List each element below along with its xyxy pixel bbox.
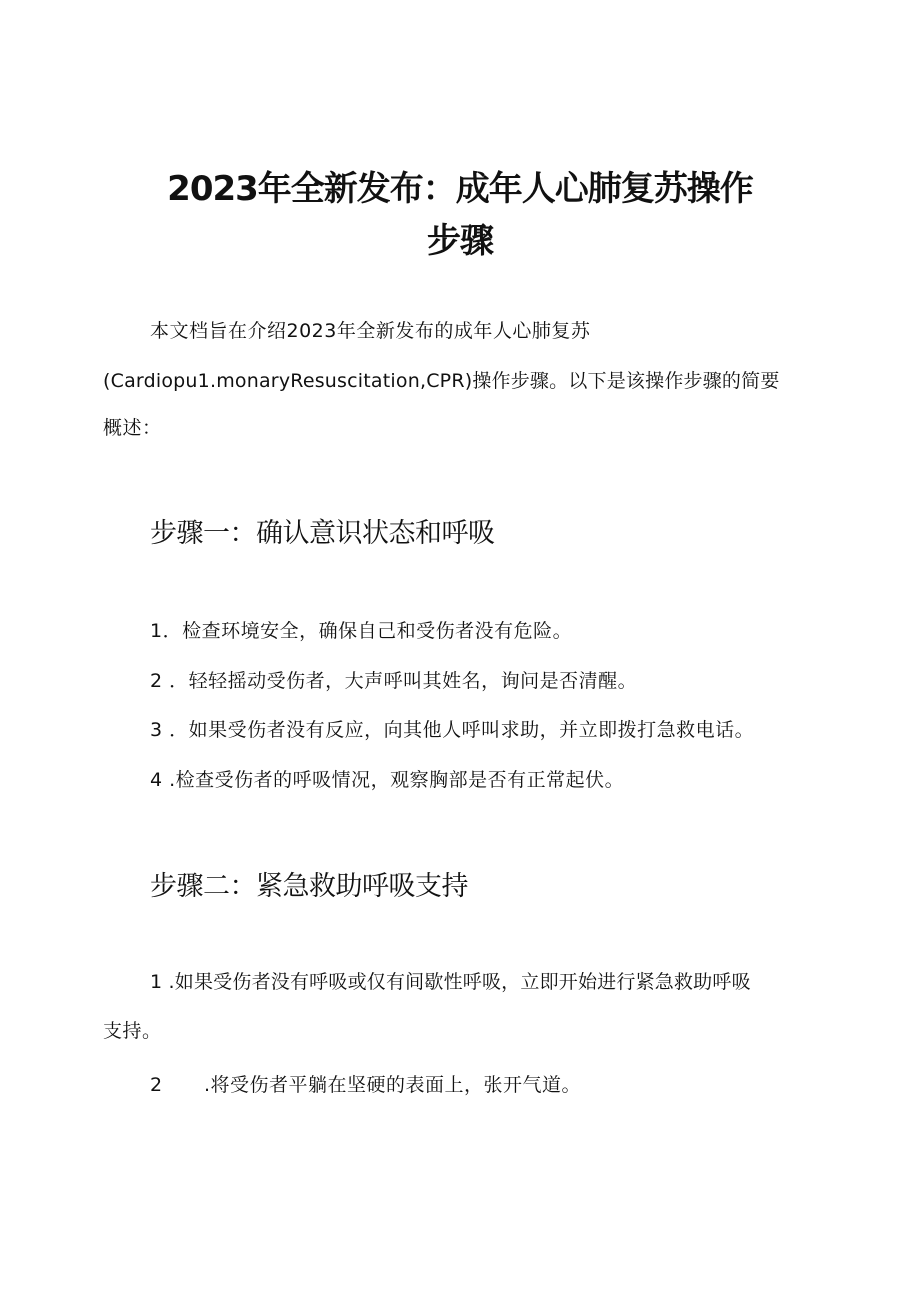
section1-item-1: 1．检查环境安全，确保自己和受伤者没有危险。 <box>150 620 573 642</box>
section1-item-2: 2 ．轻轻摇动受伤者，大声呼叫其姓名，询问是否清醒。 <box>150 670 638 692</box>
section2-item-1-line2: 支持。 <box>103 1020 162 1042</box>
section1-heading: 步骤一：确认意识状态和呼吸 <box>150 518 495 549</box>
section2-item-1-line1: 1 .如果受伤者没有呼吸或仅有间歇性呼吸，立即开始进行紧急救助呼吸 <box>150 971 751 993</box>
section2-heading: 步骤二：紧急救助呼吸支持 <box>150 871 468 902</box>
document-title-line1: 2023年全新发布：成年人心肺复苏操作 <box>167 169 753 209</box>
intro-paragraph-line1: 本文档旨在介绍2023年全新发布的成年人心肺复苏 <box>150 320 591 342</box>
intro-paragraph-line3: 概述： <box>103 417 162 439</box>
section2-item-2-text: .将受伤者平躺在坚硬的表面上，张开气道。 <box>204 1074 582 1096</box>
intro-paragraph-line2: (Cardiopu1.monaryResuscitation,CPR)操作步骤。以下是该操作步骤的简要 <box>103 370 780 392</box>
section1-item-3: 3 ．如果受伤者没有反应，向其他人呼叫求助，并立即拨打急救电话。 <box>150 719 755 741</box>
section2-item-2-number: 2 <box>150 1074 163 1096</box>
section1-item-4: 4 .检查受伤者的呼吸情况，观察胸部是否有正常起伏。 <box>150 769 625 791</box>
document-title-line2: 步骤 <box>427 221 493 261</box>
